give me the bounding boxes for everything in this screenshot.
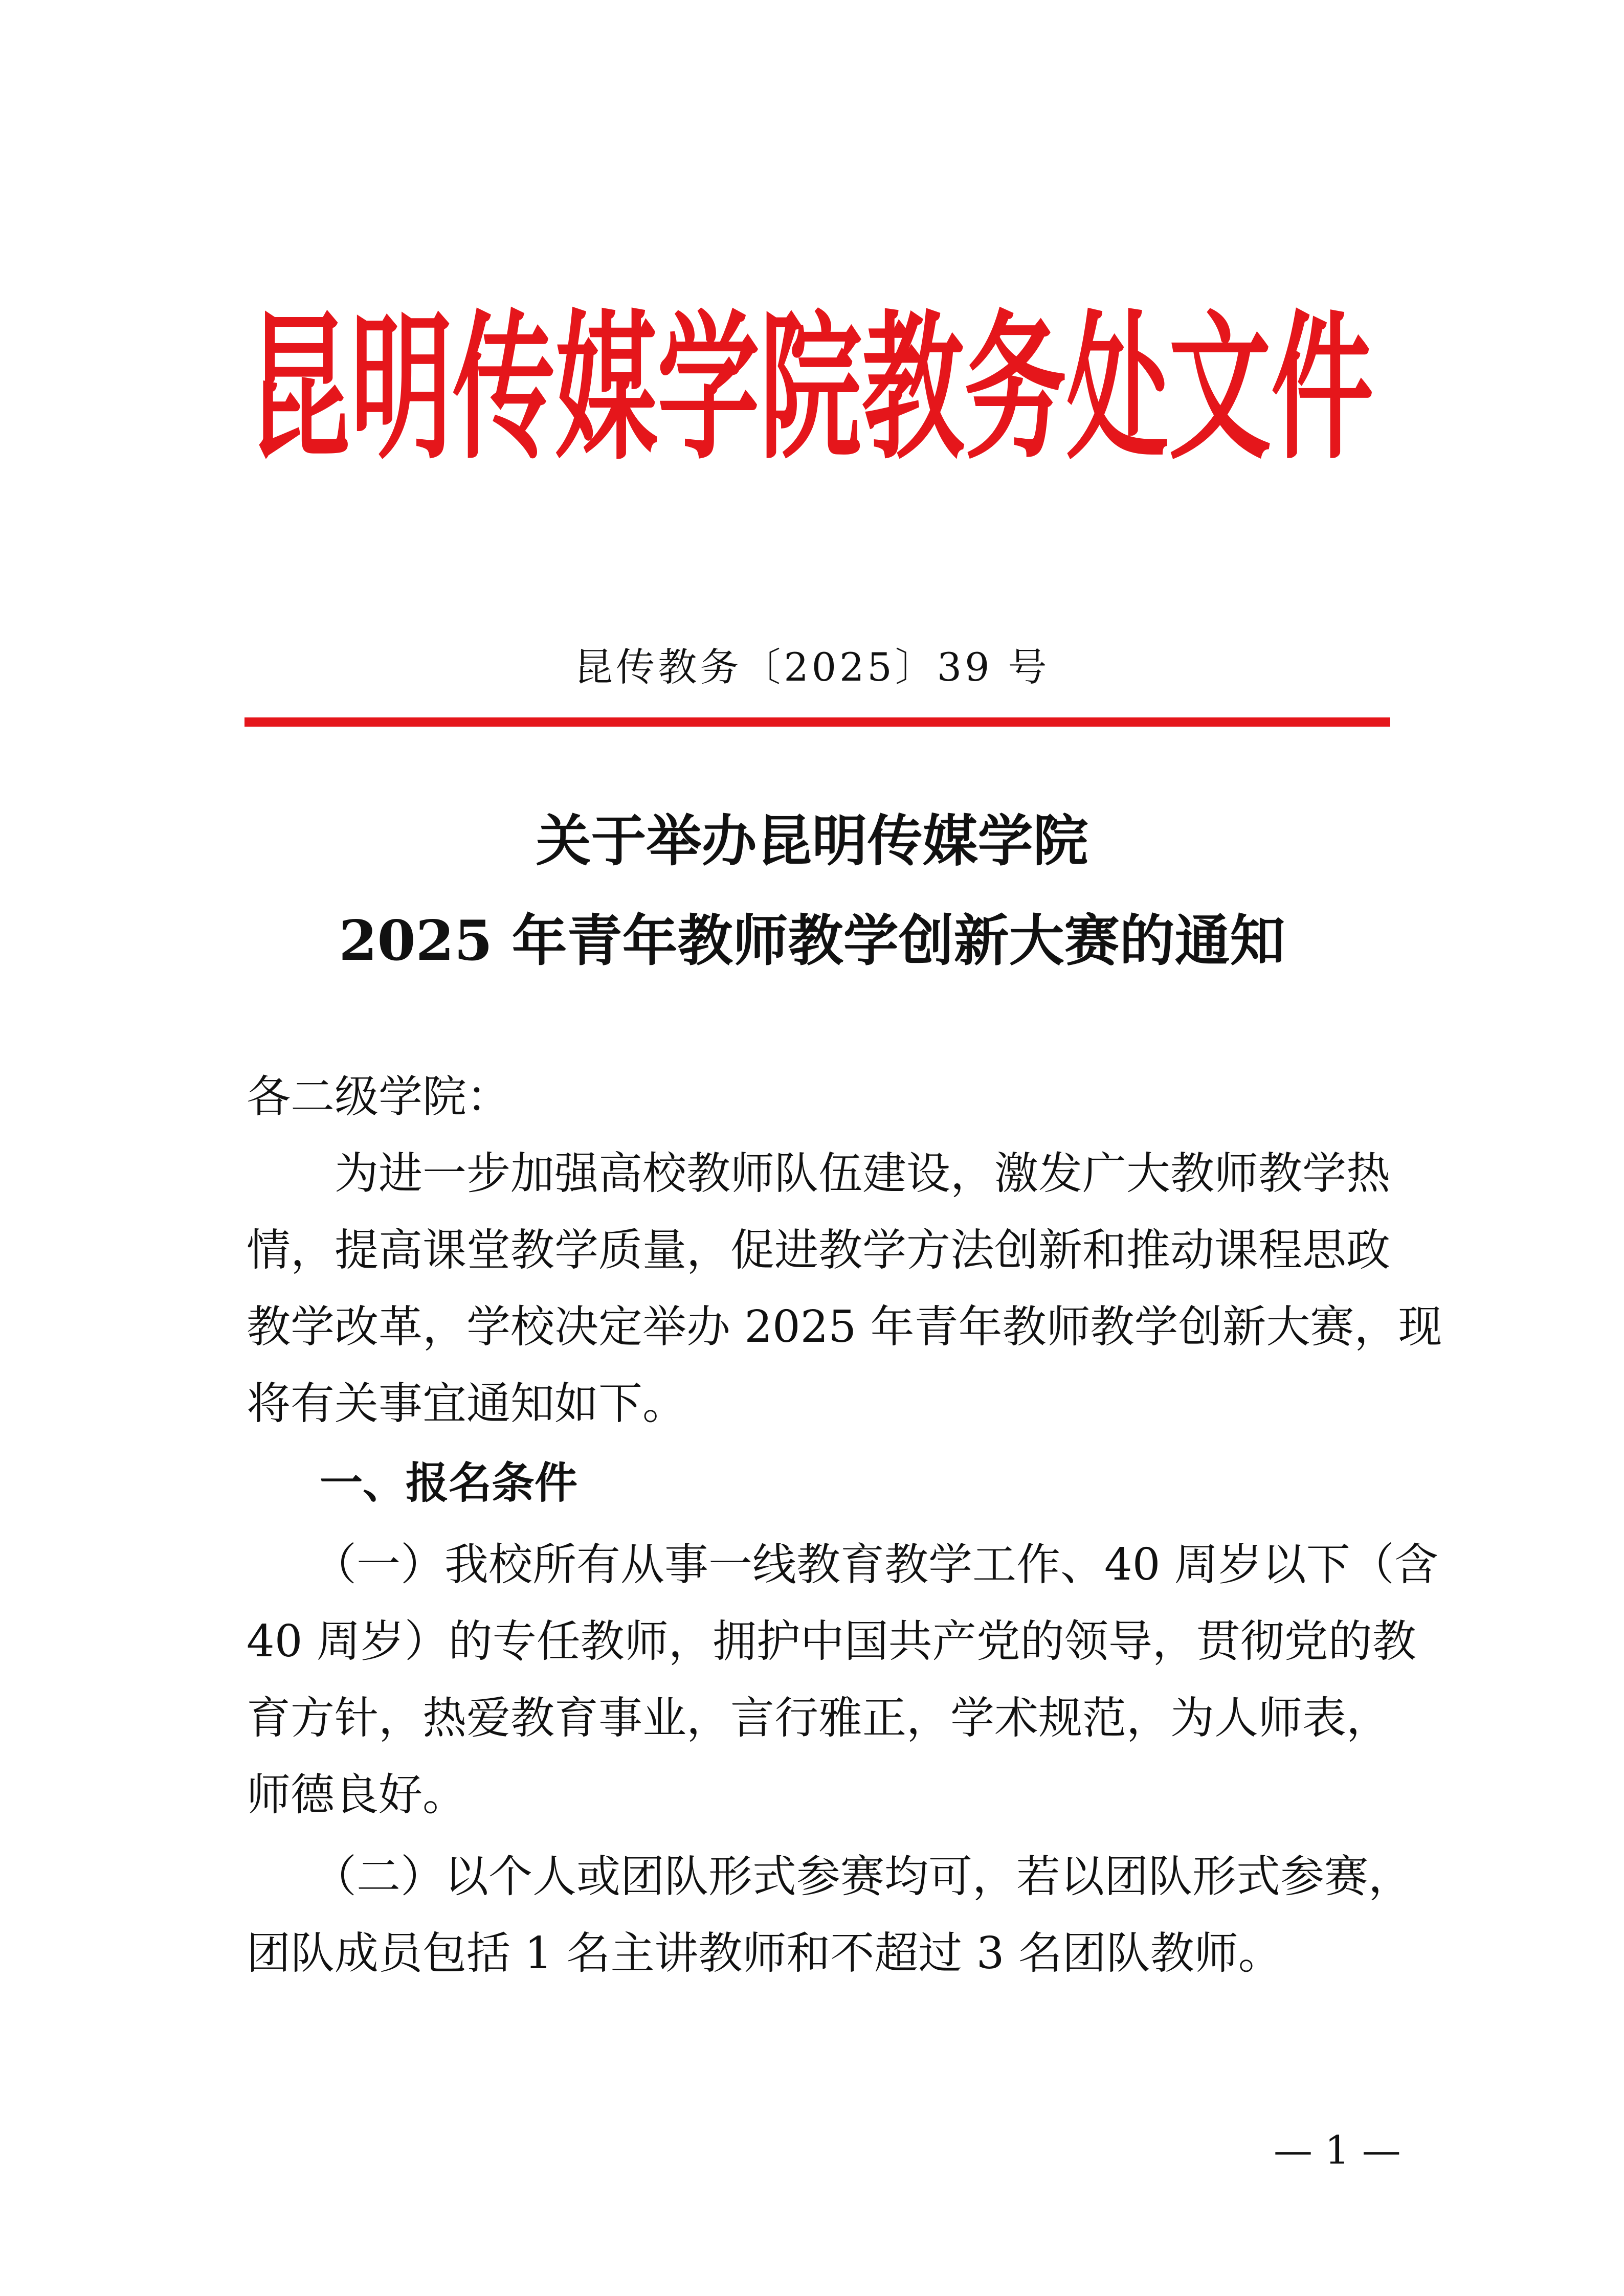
notice-title-line-2: 2025 年青年教师教学创新大赛的通知 xyxy=(339,909,1285,973)
item-2-line: 团队成员包括 1 名主讲教师和不超过 3 名团队教师。 xyxy=(247,1928,1282,1979)
item-1-line: （一）我校所有从事一线教育教学工作、40 周岁以下（含 xyxy=(247,1539,1438,1590)
notice-title-line-1: 关于举办昆明传媒学院 xyxy=(536,809,1088,873)
salutation: 各二级学院： xyxy=(247,1071,510,1122)
masthead-title: 昆明传媒学院教务处文件 xyxy=(248,295,1373,482)
red-divider-rule xyxy=(244,717,1390,727)
item-2-line: （二）以个人或团队形式参赛均可，若以团队形式参赛， xyxy=(247,1851,1412,1902)
item-1-line: 育方针，热爱教育事业，言行雅正，学术规范，为人师表， xyxy=(247,1693,1390,1744)
item-1-line: 师德良好。 xyxy=(247,1769,466,1820)
item-1-line: 40 周岁）的专任教师，拥护中国共产党的领导，贯彻党的教 xyxy=(247,1616,1416,1667)
section-heading-eligibility: 一、报名条件 xyxy=(320,1458,578,1508)
intro-line: 情，提高课堂教学质量，促进教学方法创新和推动课程思政 xyxy=(247,1225,1390,1276)
intro-line: 为进一步加强高校教师队伍建设，激发广大教师教学热 xyxy=(247,1148,1390,1199)
document-number: 昆传教务〔2025〕39 号 xyxy=(574,644,1050,690)
intro-line: 教学改革，学校决定举办 2025 年青年教师教学创新大赛，现 xyxy=(247,1301,1442,1353)
intro-line: 将有关事宜通知如下。 xyxy=(247,1378,686,1429)
page-number: — 1 — xyxy=(1274,2127,1401,2173)
